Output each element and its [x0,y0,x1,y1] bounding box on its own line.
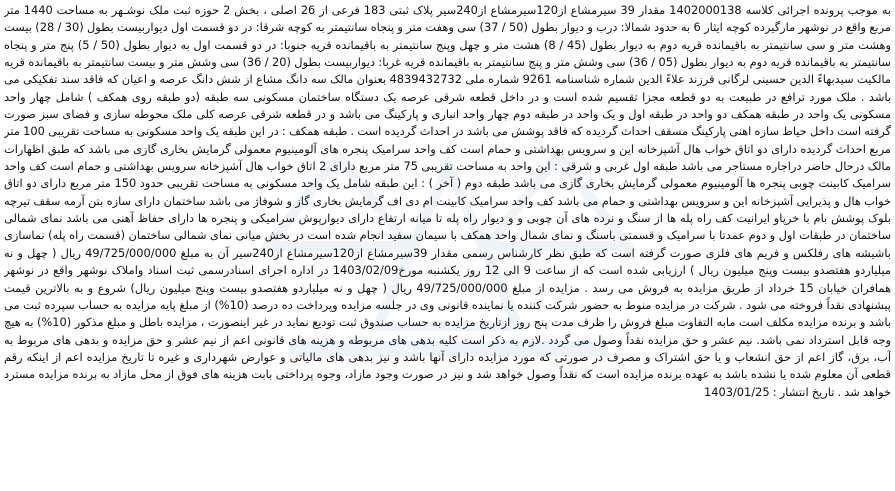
publish-date: 1403/01/25 [703,384,770,399]
auction-notice-text [4,2,891,489]
notice-paragraph [4,2,891,401]
notice-body: به موجب پرونده اجرائی کلاسه 1402000138 مقدار 39 سیرمشاع از120سیرمشاع از240سیر پلاک ثبتی 183 فرعی از 26 اصلی ، بخش 2 حوزه ثبت ملک نوشـهر به مساحت 1440 متر مربع واقع در نوشهر مارگیرده کوچه ایثار 6 به حدود شمالا: درب و دیوار بطول (50 / 37) سی وهفت متر و پنجاه سانتیمتر به کوچه شرقا: در دو قسمت اول دیواربیست بطول (30 / 28) بیست وهشت متر و سی سانتیمتر به باقیمانده قریه دوم به دیوار بطول (45 / 8) هشت متر و چهل وپنج سانتیمتر به باقیمانده قریه جنوبا: در دو قسمت اول به دیوار بطول (50 / 5) پنج متر و پنجاه سانتیمتر به باقیمانده قریه دوم به دیوار بطول (05 / 36) سی وشش متر و پنج سانتیمتر به باقیمانده قریه غربا: دیواربیست بطول (20 / 36) سی وشش متر و بیست سانتیمتر به باقیمانده قریه مالکیت سیدبهاءً الدین حسینی لرگانی فرزند علاءً الدین شماره شناسنامه 9261 شماره ملی 4839432732 بعنوان مالک سه دانگ مشاع از شش دانگ عرصه و اعیان که فاقد سند تفکیکی می باشد . ملک مورد ترافع در طبیعت به دو قطعه مجزا تقسیم شده است و در داخل قطعه شرقی عرصه یک دستگاه ساختمان مسکونی سه طبقه (دو طبقه روی همکف ) شامل چهار واحد مسکونی یک واحد در طبقه همکف دو واحد در طبقه اول و یک واحد در طبقه دوم چهار واحد انباری و پارکینگ می باشد و در قطعه شرقی عرصه کلی ملک محوطه سازی و فضای سبز صورت گرفته است داخل حیاط سازه اهنی پارکینگ مسقف احداث گردیده که فاقد پوشش می باشد در احداث گردیده است . طبقه همکف : در این طبقه یک واحد مسکونی به مساحت تقریبی 100 متر مربع احداث گردیده دارای دو اتاق خواب هال آشپزخانه این و سرویس بهداشتی و حمام است کف واحد سرامیک پنجره های آلومینیوم معمولی گرمایش بخاری گازی می باشد که طبق اظهارات مالک درحال حاضر دراجاره مستاجر می باشد طبقه اول غربی و شرقی : این واحد به مساحت تقریبی 75 متر مربع دارای 2 اتاق خواب هال آشپزخانه سرویس بهداشتی و حمام است کف واحد سرامیک کابینت چوبی پنجره ها آلومینیوم معمولی گرمایش بخاری گازی می باشد طبقه دوم ( آخر ) : این طبقه شامل یک واحد مسکونی به مساحت تقریبی حدود 150 متر مربع دارای دو اتاق خواب هال و پذیرایی آشپزخانه این و سرویس بهداشتی و حمام می باشد کف واحد سرامیک کابینت ام دی اف گرمایش بخاری گاز و شوفاژ می باشد ساختمان دارای سازه بتن آرمه سقف تیرچه بلوک پوشش بام با خرپاو ایرانیت کف راه پله ها از سنگ و نرده های آن چوبی و و دیوار راه پله تا میانه ارتفاع دارای دیوارپوش سرامیکی و پنجره ها دارای حفاظ آهنی می باشد نمای شمالی ساختمان در طبقات اول و دوم عمدتا با سرامیک و قسمتی باسنگ و نمای شمال واحد همکف با سیمان سفید انجام شده است در بخش میانی نمای شمالی ساختمان (قسمت راه پله) نماسازی باشیشه های رفلکس و فریم های فلزی صورت گرفته است که طبق نظر کارشناس رسمی مقدار 39سیرمشاع از120سیرمشاع از240سیر آن به مبلغ 49/725/000/000 ریال ( چهل و نه میلیاردو هفتصدو بیست وپنج میلیون ریال ) ارزیابی شده است که از ساعت 9 الی 12 روز یکشنبه مورخ1403/02/09 در اداره اجرای اسنادرسمی ثبت اسناد واملاک نوشهر واقع در نوشهر همافران خیابان 15 خرداد از طریق مزایده به فروش می رسد . مزایده از مبلغ 49/725/000/000 ریال ( چهل و نه میلیاردو هفتصدو بیست وپنج میلیون ریال) شروع و به بالاترین قیمت پیشنهادی نقداً فروخته می شود . شرکت در مزایده منوط به حضور شرکت کننده یا نماینده قانونی وی در جلسه مزایده وپرداخت ده درصد (10%) از مبلغ پایه مزایده به حساب سپرده ثبت می باشد و برنده مزایده مکلف است مابه التفاوت مبلغ فروش را ظرف مدت پنج روز ازتاریخ مزایده به حساب صندوق ثبت تودیع نماید در غیر اینصورت ، مزایده باطل و مبلغ مذکور (10%) به هیچ وجه قابل استرداد نمی باشد. نیم عشر و حق مزایده نقداً وصول می گردد .لازم به ذکر است کلیه بدهی های مربوطه و هزینه های قانونی اعم از نیم عشر و حق مزایده و بدهی های مربوط به آب، برق، گاز اعم از حق انشعاب و یا حق اشتراک و مصرف در صورتی که مورد مزایده دارای آنها باشد و نیز بدهی های مالیاتی و عوارض شهرداری و غیره تا تاریخ مزایده اعم از اینکه رقم قطعی آن معلوم شده یا نشده باشد به عهده برنده مزایده است که نقداً وصول خواهد شد و نیز در صورت وجود مازاد، وجوه پرداختی بابت هزینه های فوق از محل مازاد به برنده مزایده مسترد خواهد شد . تاریخ انتشار : [4,3,891,399]
